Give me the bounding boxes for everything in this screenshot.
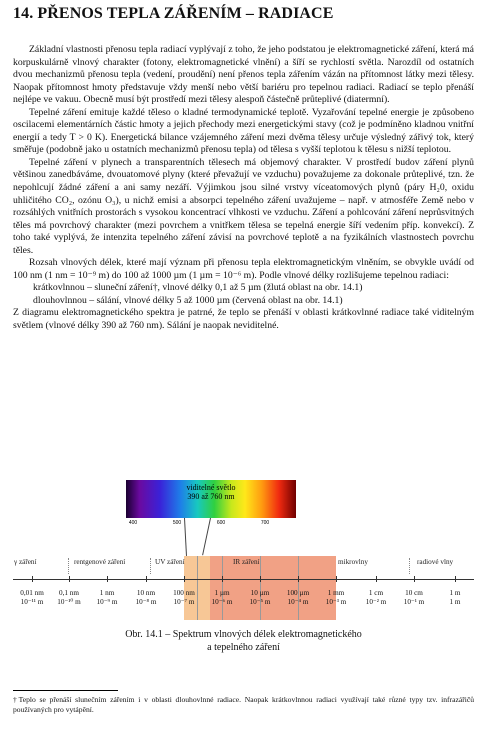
region-separator	[409, 558, 410, 574]
axis-tick	[260, 576, 261, 582]
body-text	[13, 44, 474, 333]
visible-light-label-line2: 390 až 760 nm	[187, 491, 235, 501]
axis-tick-label-nm: 1 nm	[99, 589, 115, 597]
chapter-heading: 14. PŘENOS TEPLA ZÁŘENÍM – RADIACE	[13, 5, 334, 22]
paragraph-closing: Z diagramu elektromagnetického spektra je patrné, že teplo se přenáší v oblasti krátkovlnné radiace také viditelným světlem (vlnové délky 390 až 760 nm). Sálání je naopak neviditelné.	[13, 307, 474, 332]
axis-tick-label-m: 10⁻⁶ m	[211, 598, 233, 606]
visible-tick-label: 700	[260, 520, 270, 526]
axis-tick	[298, 576, 299, 582]
region-label-uv: UV záření	[155, 558, 185, 566]
visible-light-label	[126, 484, 296, 501]
axis-tick-label	[12, 589, 52, 607]
band-gridline	[298, 556, 299, 620]
region-separator	[150, 558, 151, 574]
band-gridline	[197, 556, 198, 620]
band-gridline	[260, 556, 261, 620]
axis-tick-label-m: 10⁻¹ m	[403, 598, 425, 606]
paragraph-intro: Základní vlastnosti přenosu tepla radiací vyplývají z toho, že jeho podstatou je elektromagnetické záření, která má korpuskulárně vlnový charakter (fotony, elektromagnetické vlnění) a šíří se rychlostí světla. Narozdíl od ostatních dvou mechanizmů přenosu tepla (vedení, proudění) není přenos tepla zářením vázán na přítomnost látky mezi tělesy. Naopak přítomnost hmoty představuje vždy menší nebo větší bariéru pro tepelnou radiaci. Radiací se teplo přenáší nejlépe ve vakuu. Obecně musí být prostředí mezi tělesy alespoň částečně průteplivé (diatermní).	[13, 44, 474, 106]
axis-tick-label	[49, 589, 89, 607]
figure-caption-line1: Obr. 14.1 – Spektrum vlnových délek elektromagnetického	[125, 629, 362, 640]
axis-tick-label-m: 10⁻¹⁰ m	[57, 598, 81, 606]
axis-tick-label-nm: 10 nm	[136, 589, 156, 597]
guide-line-right	[202, 518, 211, 555]
list-item-shortwave: krátkovlnnou – sluneční záření†, vlnové délky 0,1 až 5 µm (žlutá oblast na obr. 14.1)	[33, 282, 363, 294]
axis-tick-label-m: 10⁻¹¹ m	[20, 598, 44, 606]
axis-tick-label-nm: 1 m	[449, 589, 461, 597]
axis-tick-label	[202, 589, 242, 607]
visible-tick-label: 400	[128, 520, 138, 526]
region-label-xray: rentgenové záření	[74, 558, 126, 566]
axis-tick	[376, 576, 377, 582]
region-label-ir: IR záření	[233, 558, 260, 566]
visible-light-bar	[126, 480, 296, 518]
axis-tick-label	[316, 589, 356, 607]
band-gridline	[222, 556, 223, 620]
axis-tick-label-nm: 1 µm	[214, 589, 230, 597]
axis-tick-label-nm: 1 mm	[327, 589, 345, 597]
visible-light-label-line1: viditelné světlo	[186, 483, 236, 492]
visible-tick-label: 500	[172, 520, 182, 526]
axis-tick-label	[356, 589, 396, 607]
footnote: †Teplo se přenáší slunečním zářením i v oblasti dlouhovlnné radiace. Naopak krátkovlnnou radiaci využívají také různé typy tzv. infrazářičů používaných pro vytápění.	[13, 695, 474, 714]
region-label-gamma: γ záření	[14, 558, 37, 566]
axis-tick-label-nm: 100 µm	[286, 589, 310, 597]
axis-tick	[69, 576, 70, 582]
axis-tick-label	[435, 589, 475, 607]
paragraph-gases: Tepelné záření v plynech a transparentních tělesech má objemový charakter. V prostředí budov záření plynů většinou zanedbáváme, dvouatomové plyny (které převažují ve vzduchu) považujeme za dokonale průteplivé, tzn. že nepohlcují žádné záření a ani samy nezáří. Výjimkou jsou silné vrstvy víceatomových plynů (páry H₂0, oxidu uhličitého CO₂, ozónu O₃), u nichž emisi a absorpci tepelného záření uvažujeme – např. v atmosféře Země nebo v rozsáhlých vnitřních prostorách s vysokou koncentrací vlhkosti ve vzduchu. Záření a pohlcování záření neprůsvitných těles má povrchový charakter (mezi povrchem a vnitřkem tělesa se tepelná energie šíří vedením příp. konvekcí). Z toho také vyplývá, že intenzita tepelného záření závisí na povrchové teplotě a na fyzikálních vlastnostech povrchu těles.	[13, 156, 474, 256]
figure-caption	[0, 628, 487, 654]
axis-tick	[336, 576, 337, 582]
axis-tick	[414, 576, 415, 582]
footnote-rule	[13, 690, 118, 691]
region-label-radio: radiové vlny	[417, 558, 454, 566]
axis-tick-label-nm: 10 cm	[405, 589, 423, 597]
axis-tick-label-m: 10⁻⁴ m	[287, 598, 309, 606]
axis-tick-label-m: 1 m	[449, 598, 461, 606]
axis-tick	[146, 576, 147, 582]
axis-tick-label	[126, 589, 166, 607]
axis-tick-label-nm: 0,1 nm	[59, 589, 79, 597]
axis-tick-label	[278, 589, 318, 607]
axis-tick-label-nm: 100 nm	[173, 589, 195, 597]
axis-tick	[32, 576, 33, 582]
axis-tick	[184, 576, 185, 582]
axis-tick-label	[394, 589, 434, 607]
wavelength-axis	[13, 579, 474, 580]
axis-tick-label	[87, 589, 127, 607]
axis-tick-label	[240, 589, 280, 607]
visible-tick-label: 600	[216, 520, 226, 526]
paragraph-wavelengths: Rozsah vlnových délek, které mají význam při přenosu tepla elektromagnetickým vlněním, se obvykle uvádí od 100 nm (1 nm = 10⁻⁹ m) do 100 až 1000 µm (1 µm = 10⁻⁶ m). Podle vlnové délky rozlišujeme tepelnou radiaci:	[13, 257, 474, 281]
axis-tick-label-m: 10⁻⁸ m	[135, 598, 157, 606]
figure-caption-line2: a tepelného záření	[207, 642, 280, 653]
longwave-band	[210, 556, 336, 620]
axis-tick-label-m: 10⁻⁵ m	[249, 598, 271, 606]
axis-tick-label-m: 10⁻⁷ m	[173, 598, 195, 606]
axis-tick	[455, 576, 456, 582]
axis-tick	[222, 576, 223, 582]
list-item-longwave: dlouhovlnnou – sálání, vlnové délky 5 až 1000 µm (červená oblast na obr. 14.1)	[33, 294, 343, 306]
axis-tick-label-nm: 1 cm	[368, 589, 384, 597]
spectrum-figure	[0, 474, 487, 674]
axis-tick	[107, 576, 108, 582]
axis-tick-label-m: 10⁻³ m	[325, 598, 347, 606]
region-separator	[68, 558, 69, 574]
guide-line-left	[184, 518, 187, 556]
axis-tick-label-nm: 10 µm	[250, 589, 270, 597]
region-label-microwave: mikrovlny	[338, 558, 368, 566]
axis-tick-label-m: 10⁻⁹ m	[96, 598, 118, 606]
axis-tick-label-m: 10⁻² m	[365, 598, 387, 606]
axis-tick-label	[164, 589, 204, 607]
paragraph-emission: Tepelné záření emituje každé těleso o kladné termodynamické teplotě. Vyzařování tepelné energie je způsobeno oscilacemi elementárních částic hmoty a jejich přechody mezi energetickými stavy (což je podmíněno kladnou vnitřní energií a tedy T > 0 K). Energetická bilance vzájemného záření mezi dvěma tělesy určuje výsledný zářivý tok, který směřuje (podobně jako u ostatních mechanizmů přenosu tepla) od tělesa s vyšší teplotou k tělesu s nižší teplotou.	[13, 106, 474, 156]
axis-tick-label-nm: 0,01 nm	[20, 589, 44, 597]
